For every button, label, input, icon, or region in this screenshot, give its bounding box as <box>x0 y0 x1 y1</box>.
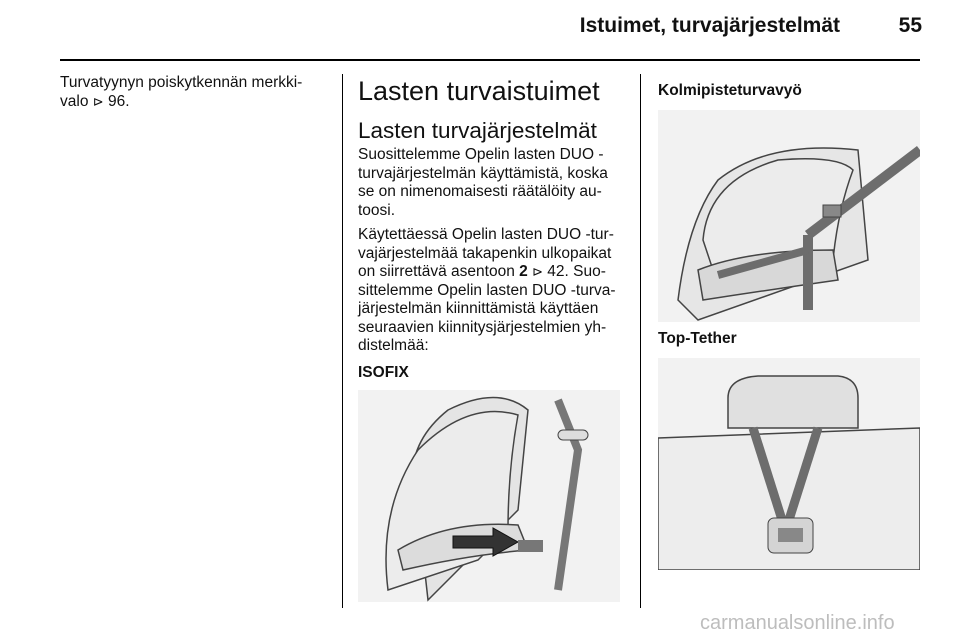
column-divider <box>640 74 641 608</box>
three-point-belt-heading: Kolmipisteturvavyö <box>658 82 802 99</box>
paragraph: Käytettäessä Opelin lasten DUO -tur-vajärjestelmää takapenkin ulkopaikat on siirrettävä asentoon 2 ⊳ 42. Suo-sittelemme Opelin lasten DUO -turva-järjestelmän kiinnittämistä käyttäen seuraavien kiinnitysjärjestelmien yh-distelmää: <box>358 226 616 354</box>
reference-link[interactable]: 96. <box>107 92 130 110</box>
airbag-reference: Turvatyynyn poiskytkennän merkki-valo ⊳ 96. <box>60 74 303 110</box>
page-header <box>0 0 960 60</box>
top-tether-heading: Top-Tether <box>658 330 737 347</box>
column-divider <box>342 74 343 608</box>
section-heading: Lasten turvaistuimet <box>358 76 600 106</box>
column-3 <box>658 74 920 570</box>
column-1 <box>60 74 330 117</box>
reference-arrow-icon: ⊳ <box>532 264 543 279</box>
header-title: Istuimet, turvajärjestelmät <box>579 14 840 37</box>
page-number: 55 <box>898 14 922 37</box>
top-tether-illustration <box>658 358 920 570</box>
header-divider <box>60 59 920 61</box>
isofix-heading: ISOFIX <box>358 363 409 381</box>
watermark: carmanualsonline.info <box>700 612 895 634</box>
isofix-illustration <box>358 390 620 602</box>
subsection-heading: Lasten turvajärjestelmät <box>358 118 597 143</box>
reference-arrow-icon: ⊳ <box>92 93 104 109</box>
three-point-belt-illustration <box>658 110 920 322</box>
column-2 <box>358 74 624 602</box>
paragraph: Suosittelemme Opelin lasten DUO -turvajärjestelmän käyttämistä, koska se on nimenomaisesti räätälöity au-toosi. <box>358 146 608 219</box>
